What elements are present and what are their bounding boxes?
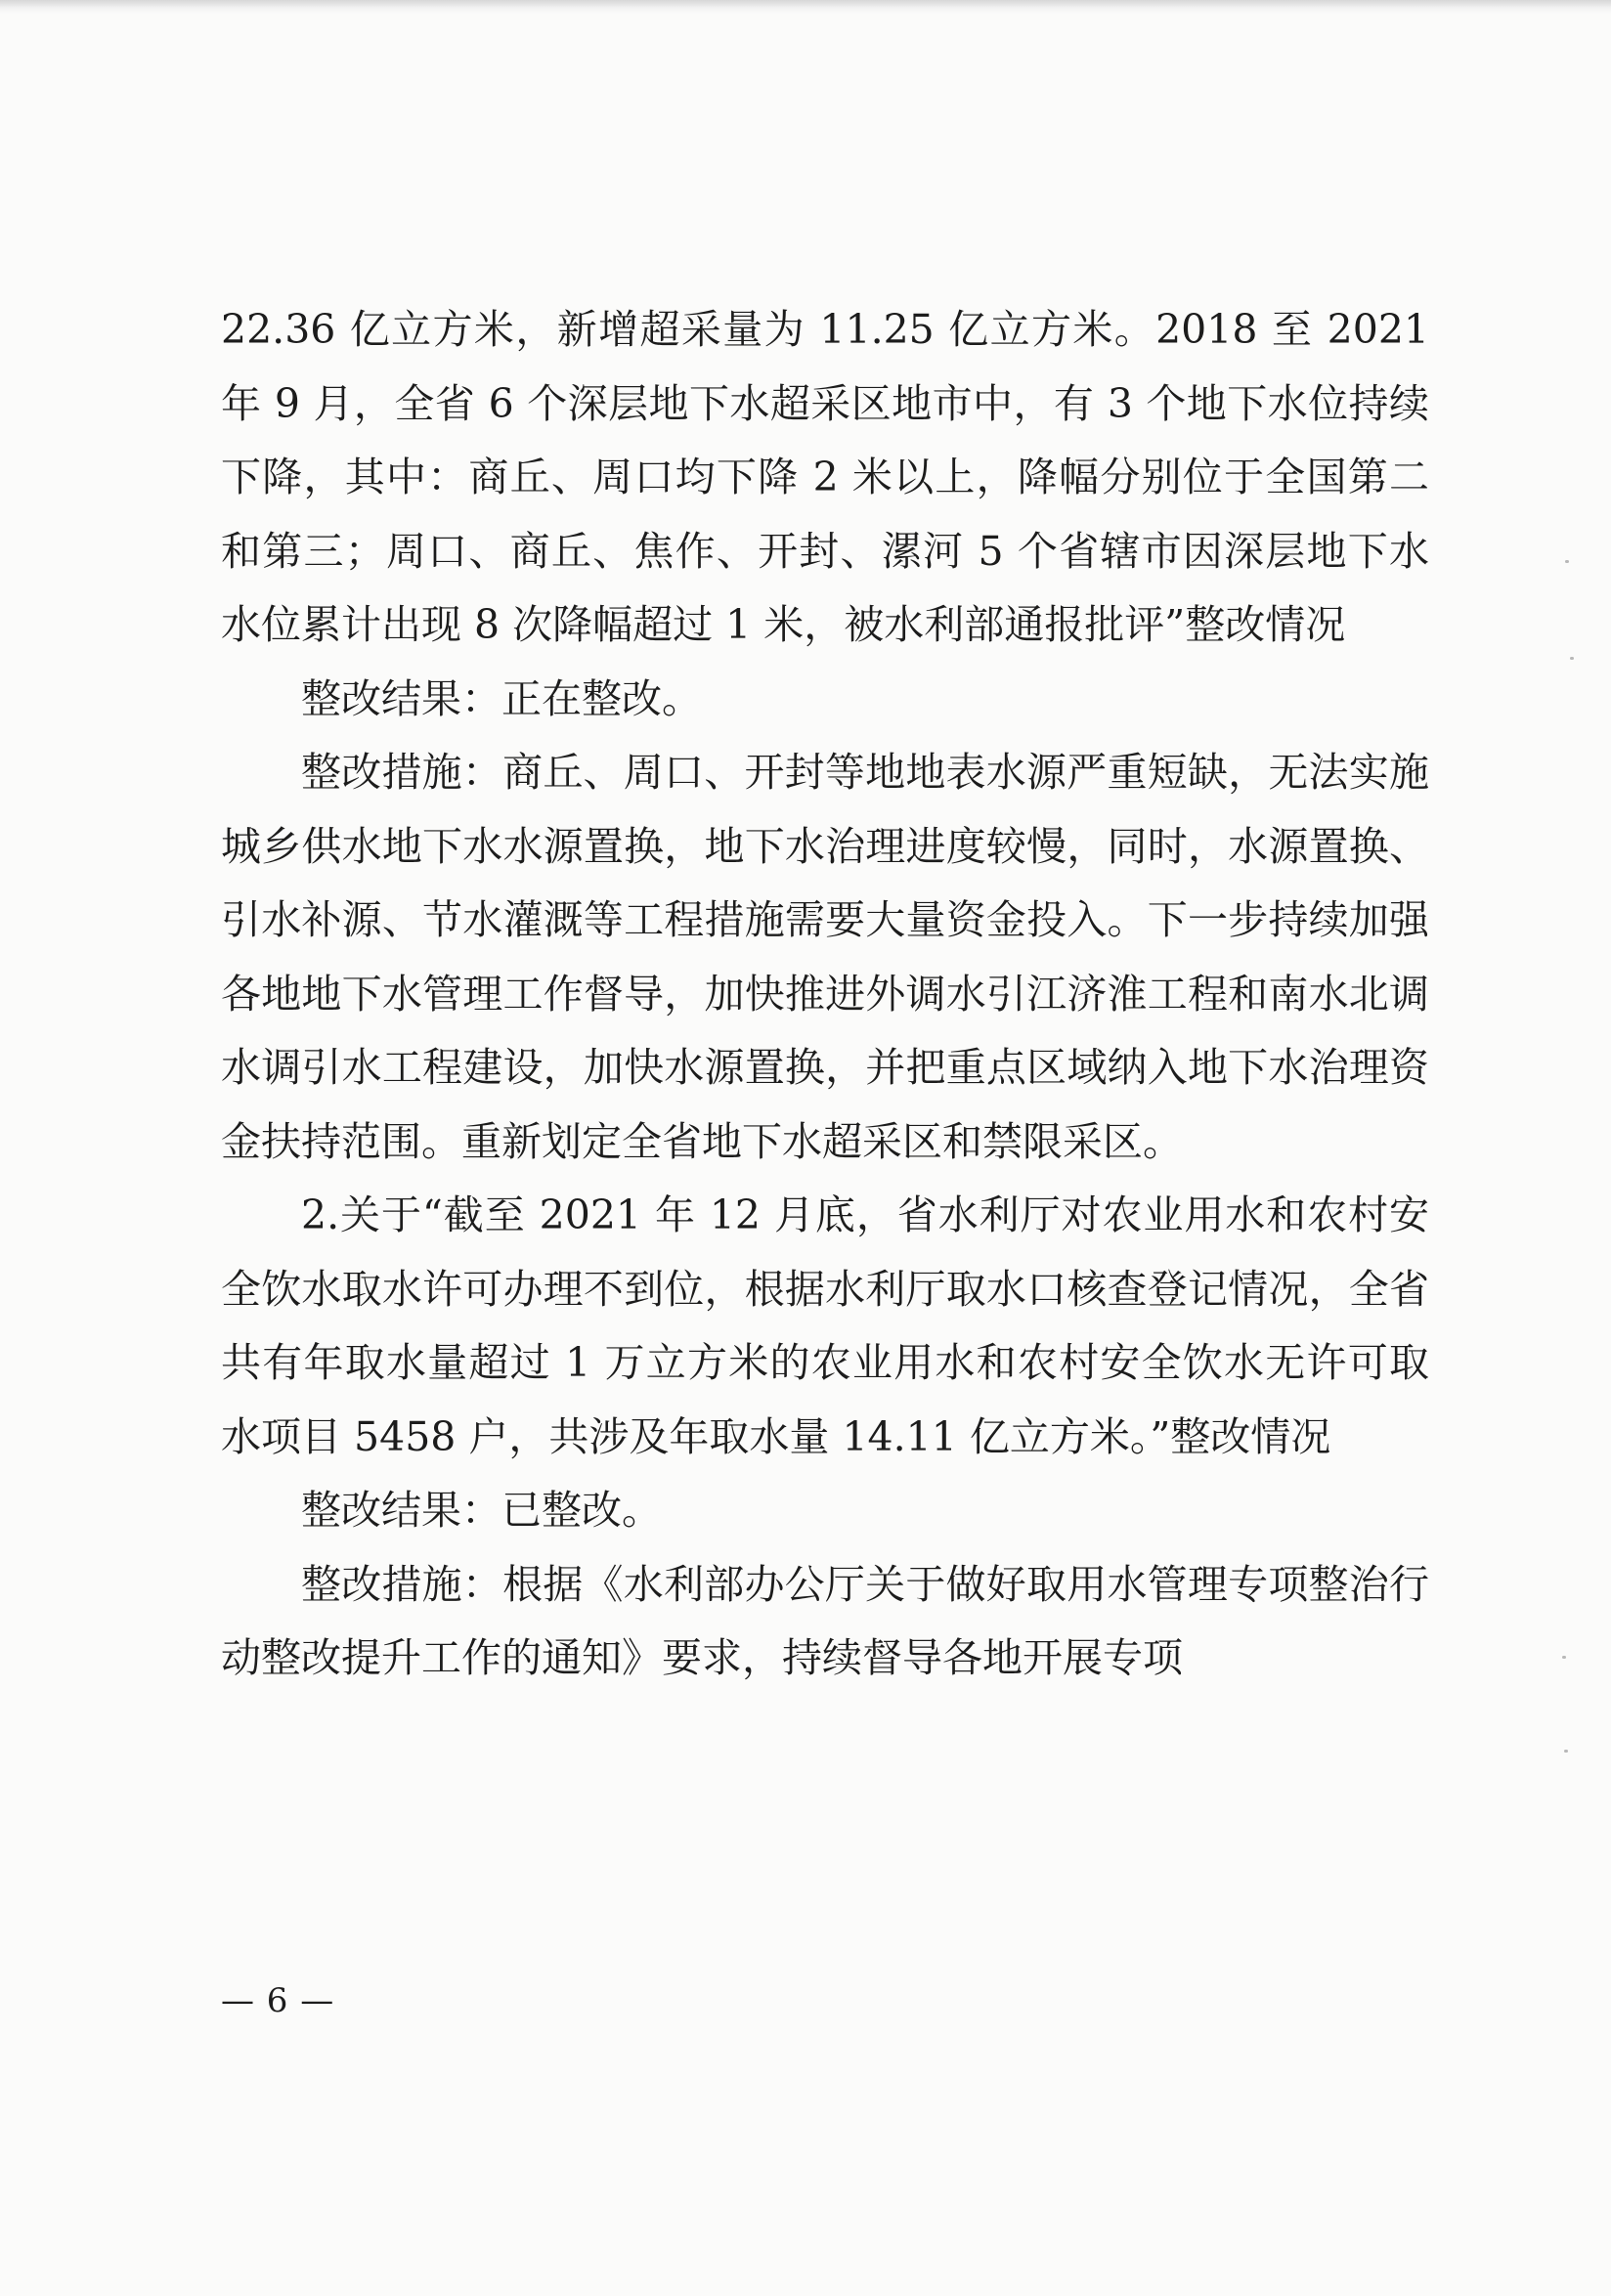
paragraph-result-2: 整改结果：已整改。 (301, 1487, 662, 1534)
paragraph-item-2: 2.关于“截至 2021 年 12 月底，省水利厅对农业用水和农村安全饮水取水许可办理不到位，根据水利厅取水口核查登记情况，全省共有年取水量超过 1 万立方米的农业用水和农村安全饮水无许可取水项目 5458 户，共涉及年取水量 14.11 亿立方米。”整改情况 (221, 1191, 1429, 1460)
paragraph-result-1: 整改结果：正在整改。 (301, 674, 702, 722)
scan-top-edge (0, 0, 1611, 14)
scan-speck (1562, 1656, 1566, 1659)
scan-speck (1570, 657, 1574, 660)
document-body (221, 293, 1429, 1696)
paragraph-measures-2: 整改措施：根据《水利部办公厅关于做好取用水管理专项整治行动整改提升工作的通知》要求，持续督导各地开展专项 (221, 1560, 1429, 1681)
paragraph-measures-1: 整改措施：商丘、周口、开封等地地表水源严重短缺，无法实施城乡供水地下水水源置换，地下水治理进度较慢，同时，水源置换、引水补源、节水灌溉等工程措施需要大量资金投入。下一步持续加强各地地下水管理工作督导，加快推进外调水引江济淮工程和南水北调水调引水工程建设，加快水源置换，并把重点区域纳入地下水治理资金扶持范围。重新划定全省地下水超采区和禁限采区。 (221, 749, 1429, 1165)
scan-speck (1564, 1750, 1568, 1753)
page-number: — 6 — (221, 1981, 335, 2020)
scan-speck (1565, 560, 1569, 563)
paragraph-continuation: 22.36 亿立方米，新增超采量为 11.25 亿立方米。2018 至 2021 年 9 月，全省 6 个深层地下水超采区地市中，有 3 个地下水位持续下降，其中：商丘、周口均下降 2 米以上，降幅分别位于全国第二和第三；周口、商丘、焦作、开封、漯河 5 个省辖市因深层地下水水位累计出现 8 次降幅超过 1 米，被水利部通报批评”整改情况 (221, 306, 1429, 648)
